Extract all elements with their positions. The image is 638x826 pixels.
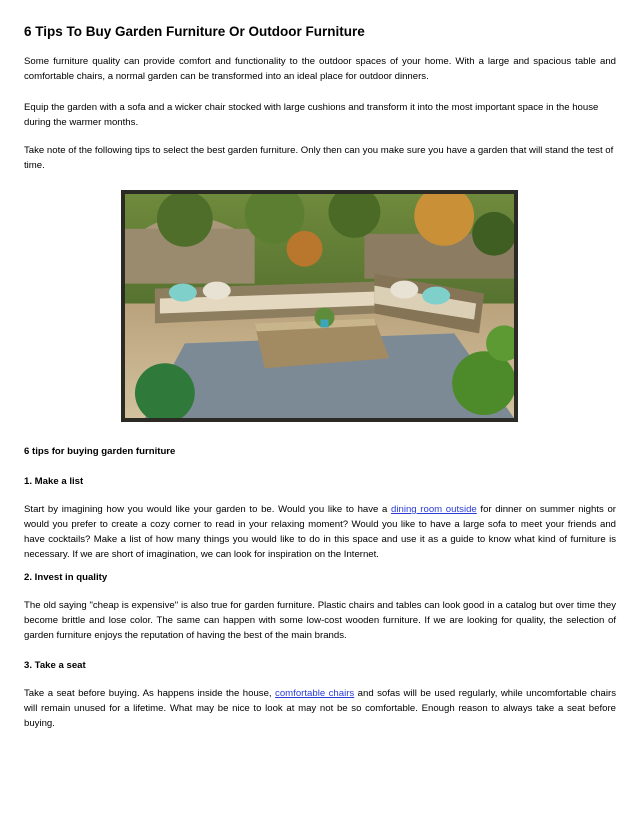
tip1-text-a: Start by imagining how you would like your garden to be. Would you like to have a (24, 504, 392, 515)
garden-furniture-photo (121, 190, 518, 422)
tip1-text-b: for dinner on summer nights or would you prefer to create a cozy corner to read in your relaxing moment? Would you like to have a large sofa to meet your friends and have cocktails? Make a list of how many things you would like to do in this space and use it as a guide to know what kind of furniture is necessary. If we are short of imagination, we can look for inspiration on the Internet. (24, 504, 616, 560)
tip2-paragraph: The old saying "cheap is expensive" is also true for garden furniture. Plastic chairs and tables can look good in a catalog but over time they become brittle and lose color. The same can happen with some low-cost wooden furniture. If we are looking for quality, the selection of garden furniture enjoys the reputation of having the best of the main brands. (24, 600, 616, 641)
page-title: 6 Tips To Buy Garden Furniture Or Outdoor Furniture (24, 24, 365, 39)
tip3-text-a: Take a seat before buying. As happens inside the house, (24, 688, 276, 699)
intro-paragraph-2: Equip the garden with a sofa and a wicker chair stocked with large cushions and transform it into the most important space in the house during the warmer months. (24, 102, 599, 128)
photo-illustration (125, 194, 514, 418)
section-heading: 6 tips for buying garden furniture (24, 446, 176, 457)
tip1-paragraph (24, 502, 616, 562)
comfortable-chairs-link[interactable]: comfortable chairs (275, 688, 355, 699)
tip3-heading: 3. Take a seat (24, 660, 86, 671)
tip2-heading: 2. Invest in quality (24, 572, 108, 583)
intro-paragraph-3: Take note of the following tips to select the best garden furniture. Only then can you make sure you have a garden that will stand the test of time. (24, 145, 614, 171)
tip3-text-b: and sofas will be used regularly, while uncomfortable chairs will remain unused for a lifetime. What may be nice to look at may not be so comfortable. Enough reason to always take a seat before buying. (24, 688, 616, 729)
tip1-heading: 1. Make a list (24, 476, 84, 487)
dining-room-outside-link[interactable]: dining room outside (391, 504, 477, 515)
intro-paragraph-1: Some furniture quality can provide comfort and functionality to the outdoor spaces of your home. With a large and spacious table and comfortable chairs, a normal garden can be transformed into an ideal place for outdoor dinners. (24, 56, 616, 82)
tip3-paragraph (24, 686, 616, 731)
